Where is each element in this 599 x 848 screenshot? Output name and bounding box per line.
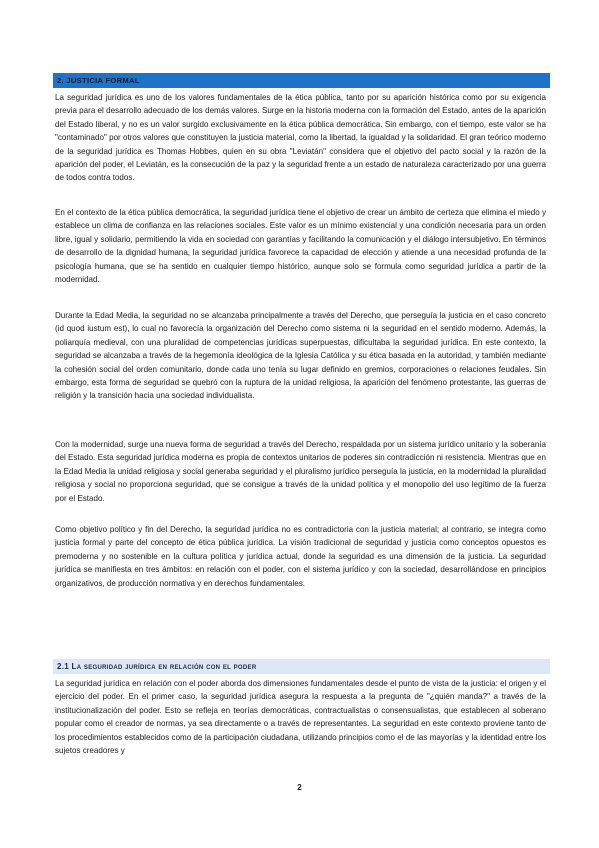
paragraph: Con la modernidad, surge una nueva forma de seguridad a través del Derecho, respaldada por un sistema jurídico unitario y la soberanía del Estado. Esta seguridad jurídica moderna es propia de contextos unitarios de poderes sin contradicción ni resistencia. Mientras que en la Edad Media la unidad religiosa y social generaba seguridad y el pluralismo jurídico perseguía la justicia, en la modernidad la pluralidad religiosa y social no proporciona seguridad, que se consigue a través de la unidad política y el monopolio del uso legítimo de la fuerza por el Estado.	[55, 440, 546, 503]
paragraph: La seguridad jurídica es uno de los valores fundamentales de la ética pública, tanto por su aparición histórica como por su exigencia previa para el desarrollo adecuado de los demás valores. Surge en la historia moderna con la formación del Estado, antes de la aparición del Estado liberal, y no es un valor surgido exclusivamente en la ética pública democrática. Sin embargo, con el tiempo, este valor se ha "contaminado" por otros valores que constituyen la justicia material, como la libertad, la igualdad y la solidaridad. El gran teórico moderno de la seguridad jurídica es Thomas Hobbes, quien en su obra "Leviatán" considera que el objetivo del pacto social y la razón de la aparición del poder, el Leviatán, es la consecución de la paz y la seguridad frente a un estado de naturaleza caracterizado por una guerra de todos contra todos.	[55, 93, 546, 183]
paragraph: La seguridad jurídica en relación con el poder aborda dos dimensiones fundamentales desde el punto de vista de la justicia: el origen y el ejercicio del poder. En el primer caso, la seguridad jurídica asegura la respuesta a la pregunta de "¿quién manda?" a través de la institucionalización del poder. Esto se refleja en teorías democráticas, contractualistas o consensualistas, que establecen al soberano popular como el creador de normas, ya sea directamente o a través de representantes. La seguridad en este contexto proviene tanto de los procedimientos establecidos como de la participación ciudadana, utilizando principios como el de las mayorías y la identidad entre los sujetos creadores y	[55, 679, 546, 756]
paragraph: En el contexto de la ética pública democrática, la seguridad jurídica tiene el objetivo de crear un ámbito de certeza que elimina el miedo y establece un clima de confianza en las relaciones sociales. Este valor es un mínimo existencial y una condición necesaria para un orden libre, igual y solidario, permitiendo la vida en sociedad con garantías y facilitando la comunicación y el diálogo intersubjetivo. En términos de desarrollo de la dignidad humana, la seguridad jurídica favorece la capacidad de elección y atiende a una necesidad profunda de la psicología humana, que se ha sentido en cualquier tiempo histórico, aunque solo se formula como seguridad jurídica a partir de la modernidad.	[55, 208, 546, 285]
paragraph: Como objetivo político y fin del Derecho, la seguridad jurídica no es contradictoria con la justicia material; al contrario, se integra como justicia formal y parte del concepto de ética pública jurídica. La visión tradicional de seguridad y justicia como conceptos opuestos es premoderna y no sostenible en la cultura política y jurídica actual, donde la seguridad es una dimensión de la justicia. La seguridad jurídica se manifiesta en tres ámbitos: en relación con el poder, con el sistema jurídico y con la sociedad, desarrollándose en principios organizativos, de producción normativa y en derechos fundamentales.	[55, 525, 546, 588]
page-number: 2	[297, 783, 302, 792]
section-heading: 2. JUSTICIA FORMAL	[53, 73, 550, 88]
subsection-heading: 2.1 La seguridad jurídica en relación con el poder	[53, 659, 550, 674]
paragraph: Durante la Edad Media, la seguridad no se alcanzaba principalmente a través del Derecho, que perseguía la justicia en el caso concreto (id quod iustum est), lo cual no favorecía la organización del Derecho como sistema ni la seguridad en el sentido moderno. Además, la poliarquía medieval, con una pluralidad de competencias jurídicas superpuestas, dificultaba la seguridad jurídica. En este contexto, la seguridad se alcanzaba a través de la hegemonía ideológica de la Iglesia Católica y su ética basada en la autoridad, y también mediante la cohesión social del orden comunitario, donde cada uno tenía su lugar definido en gremios, corporaciones o relaciones feudales. Sin embargo, esta forma de seguridad se quebró con la ruptura de la unidad religiosa, la aparición del fenómeno protestante, las guerras de religión y la transición hacia una sociedad individualista.	[55, 311, 546, 401]
